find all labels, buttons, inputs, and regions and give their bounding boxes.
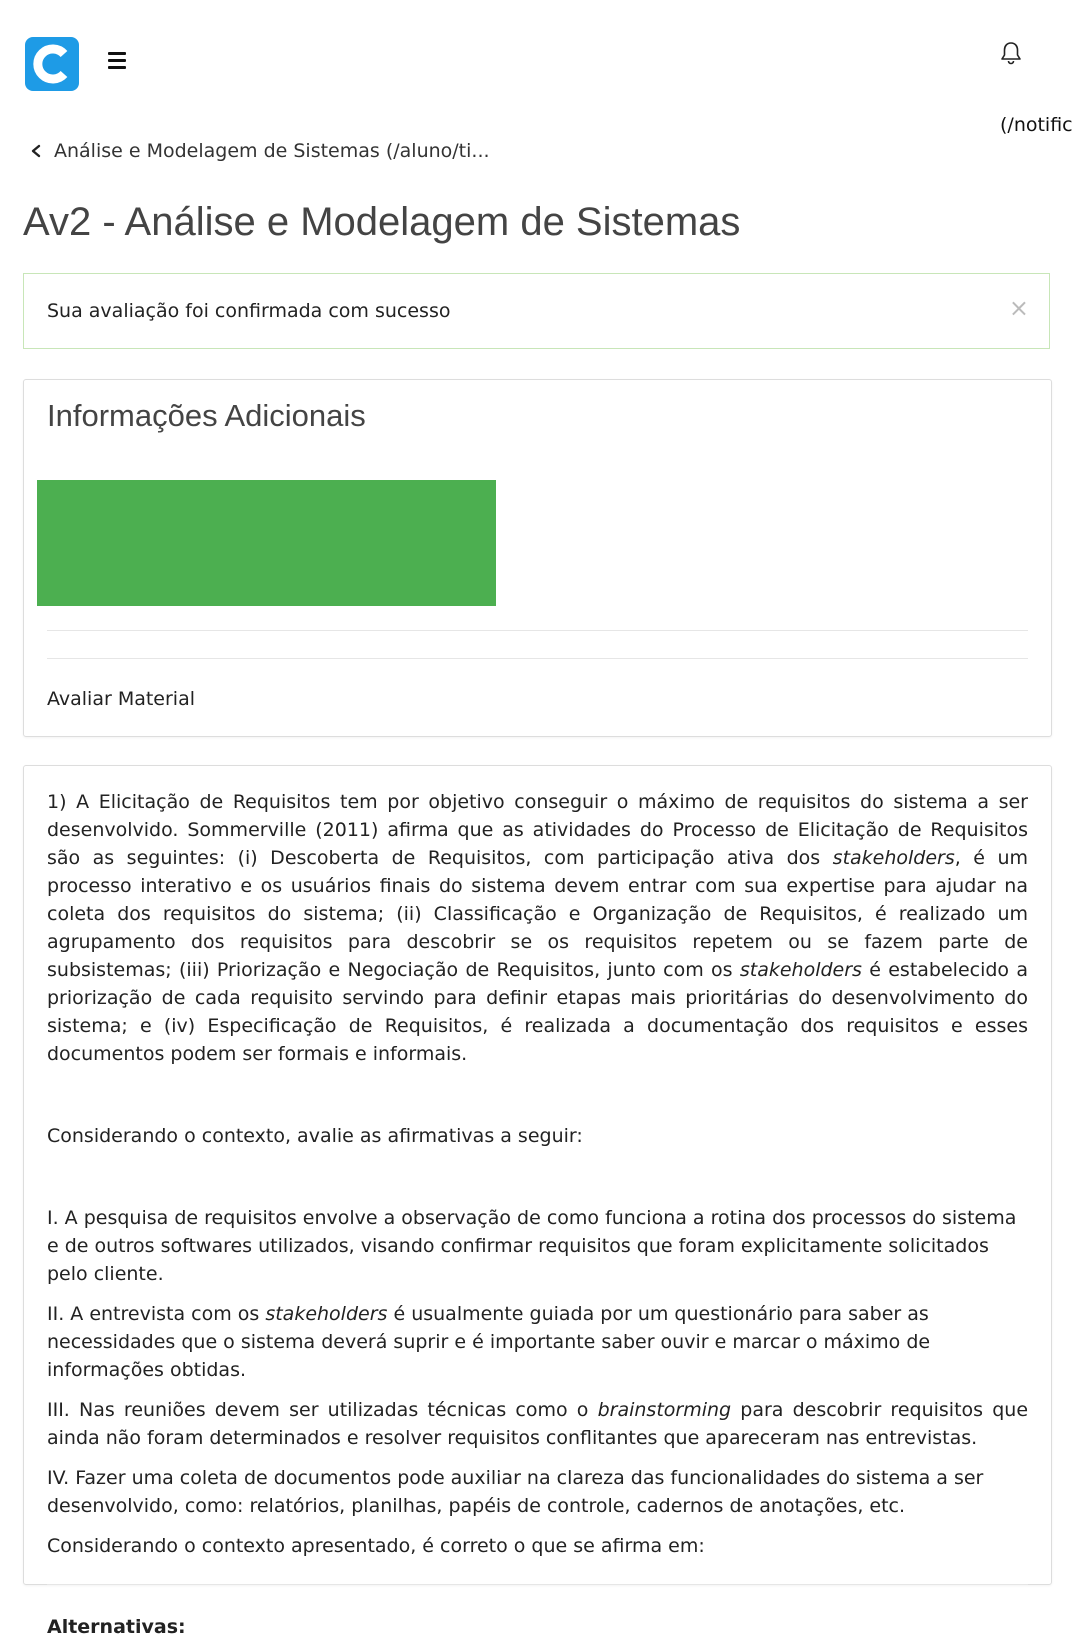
divider	[47, 1584, 1028, 1585]
statement-2: II. A entrevista com os stakeholders é usualmente guiada por um questionário para saber as necessidades que o sistema deverá suprir e é importante saber ouvir e marcar o máximo de informações obtidas.	[47, 1303, 931, 1381]
alert-message: Sua avaliação foi confirmada com sucesso	[47, 300, 451, 322]
material-banner	[37, 480, 496, 606]
bell-icon[interactable]	[1000, 41, 1022, 65]
question-context: Considerando o contexto, avalie as afirmativas a seguir:	[47, 1125, 583, 1147]
notifications-link[interactable]: (/notific	[1000, 114, 1073, 136]
question-prompt: Considerando o contexto apresentado, é correto o que se afirma em:	[47, 1535, 705, 1557]
cogna-c-logo-icon[interactable]	[25, 37, 79, 91]
statement-4: IV. Fazer uma coleta de documentos pode auxiliar na clareza das funcionalidades do sistema a ser desenvolvido, como: relatórios, planilhas, papéis de controle, cadernos de anotações, etc.	[47, 1467, 984, 1517]
chevron-left-icon	[30, 144, 42, 158]
question-panel	[23, 765, 1052, 1638]
statement-1: I. A pesquisa de requisitos envolve a observação de como funciona a rotina dos processos do sistema e de outros softwares utilizados, visando confirmar requisitos que foram explicitamente solicitados pelo cliente.	[47, 1207, 1017, 1285]
info-panel-title: Informações Adicionais	[47, 398, 366, 433]
hamburger-icon[interactable]	[108, 52, 126, 69]
breadcrumb-label[interactable]: Análise e Modelagem de Sistemas (/aluno/ti...	[54, 140, 490, 162]
rate-material-link[interactable]: Avaliar Material	[47, 688, 196, 710]
success-alert	[23, 273, 1050, 349]
question-statement: 1) A Elicitação de Requisitos tem por objetivo conseguir o máximo de requisitos do sistema a ser desenvolvido. Sommerville (2011) afirma que as atividades do Processo de Elicitação de Requisitos são as seguintes: (i) Descoberta de Requisitos, com participação ativa dos stakeholders, é um processo interativo e os usuários finais do sistema devem entrar com sua expertise para ajudar na coleta dos requisitos do sistema; (ii) Classificação e Organização de Requisitos, é realizado um agrupamento dos requisitos para descobrir se os requisitos repetem ou se fazem parte de subsistemas; (iii) Priorização e Negociação de Requisitos, junto com os stakeholders é estabelecido a priorização de cada requisito servindo para definir etapas mais prioritárias do desenvolvimento do sistema; e (iv) Especificação de Requisitos, é realizada a documentação dos requisitos e esses documentos podem ser formais e informais.	[47, 791, 1029, 1065]
divider	[47, 630, 1028, 631]
statement-3: III. Nas reuniões devem ser utilizadas técnicas como o brainstorming para descobrir requisitos que ainda não foram determinados e resolver requisitos conflitantes que apareceram nas entrevistas.	[47, 1399, 1029, 1449]
info-panel	[23, 379, 1052, 737]
divider	[47, 658, 1028, 659]
alternatives-label: Alternativas:	[47, 1616, 186, 1638]
breadcrumb[interactable]	[30, 140, 490, 162]
close-icon[interactable]: ×	[1008, 294, 1029, 322]
page-title: Av2 - Análise e Modelagem de Sistemas	[23, 200, 741, 244]
question-body	[47, 788, 1028, 1641]
